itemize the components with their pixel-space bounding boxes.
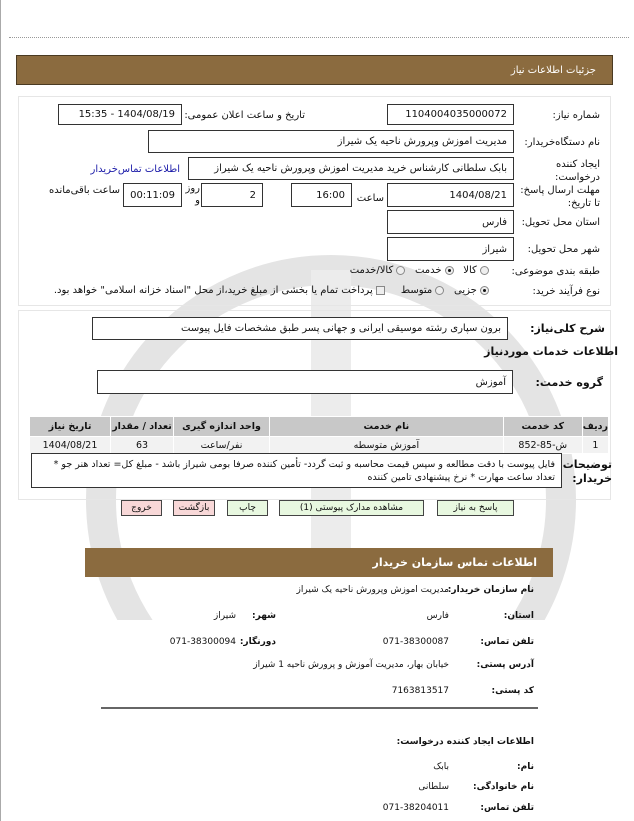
org-value: مدیریت اموزش وپرورش ناحیه یک شیراز bbox=[296, 585, 449, 595]
process-label: نوع فرآیند خرید: bbox=[532, 286, 600, 297]
summary-field: برون سپاری رشته موسیقی ایرانی و جهانی پسر طبق مشخصات فایل پیوست bbox=[92, 317, 508, 340]
creator-family-value: سلطانی bbox=[418, 782, 449, 792]
address-value: خیابان بهار، مدیریت آموزش و پرورش ناحیه 1 شیراز bbox=[253, 660, 449, 670]
city-field: شیراز bbox=[387, 237, 514, 261]
need-number-field: 1104004035000072 bbox=[387, 104, 514, 125]
cell-date: 1404/08/21 bbox=[30, 437, 111, 454]
col-unit: واحد اندازه گیری bbox=[174, 417, 270, 437]
contact-province-value: فارس bbox=[426, 611, 449, 621]
back-button[interactable]: بازگشت bbox=[173, 500, 215, 516]
creator-name-label: نام: bbox=[517, 762, 534, 772]
notes-field: فایل پیوست با دقت مطالعه و سپس قیمت محاسبه و ثبت گردد- تأمین کننده صرفا بومی شیراز باشد - مبلغ کل= تعداد هنر جو * تعداد ساعت مهارت * نرخ پیشنهادی تامین کننده bbox=[31, 453, 562, 488]
category-goods-label: کالا bbox=[463, 265, 477, 276]
fax-label: دورنگار: bbox=[239, 637, 276, 647]
deadline-label: مهلت ارسال پاسخ: تا تاریخ: bbox=[520, 185, 600, 209]
remaining-label: ساعت باقی‌مانده bbox=[48, 185, 120, 196]
contact-province-label: استان: bbox=[503, 611, 534, 621]
print-button[interactable]: چاپ bbox=[227, 500, 268, 516]
buyer-label: نام دستگاه‌خریدار: bbox=[524, 137, 600, 148]
service-group-field: آموزش bbox=[97, 370, 513, 394]
col-name: نام خدمت bbox=[270, 417, 504, 437]
col-date: تاریخ نیاز bbox=[30, 417, 111, 437]
days-field: 2 bbox=[201, 183, 263, 207]
buyer-field: مدیریت اموزش وپرورش ناحیه یک شیراز bbox=[148, 130, 514, 153]
announce-field: 1404/08/19 - 15:35 bbox=[58, 104, 182, 125]
cell-code: ش-85-852 bbox=[503, 437, 582, 454]
creator-name-value: بابک bbox=[433, 762, 449, 772]
creator-field: بابک سلطانی کارشناس خرید مدیریت اموزش وپرورش ناحیه یک شیراز bbox=[188, 157, 514, 180]
top-divider bbox=[9, 37, 629, 38]
buyer-contact-link[interactable]: اطلاعات تماس‌خریدار bbox=[90, 164, 180, 175]
province-label: استان محل تحویل: bbox=[521, 217, 600, 228]
province-field: فارس bbox=[387, 210, 514, 234]
exit-button[interactable]: خروج bbox=[121, 500, 162, 516]
contact-phone-label: تلفن تماس: bbox=[480, 637, 534, 647]
notes-label: توضیحات خریدار: bbox=[562, 458, 612, 485]
category-both-radio[interactable] bbox=[396, 266, 405, 275]
col-qty: تعداد / مقدار bbox=[111, 417, 174, 437]
contact-city-value: شیراز bbox=[213, 611, 236, 621]
time-label: ساعت bbox=[356, 193, 384, 204]
creator-title: اطلاعات ایجاد کننده درخواست: bbox=[396, 737, 534, 747]
cell-unit: نفر/ساعت bbox=[174, 437, 270, 454]
summary-label: شرح کلی‌نیاز: bbox=[530, 322, 605, 335]
creator-phone-value: 071-38204011 bbox=[382, 803, 449, 813]
deadline-time-field: 16:00 bbox=[291, 183, 352, 207]
need-number-label: شماره نیاز: bbox=[552, 110, 600, 121]
postal-label: کد پستی: bbox=[491, 686, 534, 696]
cell-name: آموزش متوسطه bbox=[270, 437, 504, 454]
services-title: اطلاعات خدمات موردنیاز bbox=[484, 345, 618, 358]
remaining-field: 00:11:09 bbox=[123, 183, 182, 207]
fax-value: 071-38300094 bbox=[169, 637, 236, 647]
section-divider bbox=[101, 707, 538, 709]
col-row: ردیف bbox=[582, 417, 608, 437]
process-medium-radio[interactable] bbox=[435, 286, 444, 295]
cell-row: 1 bbox=[582, 437, 608, 454]
days-label: روز و bbox=[185, 183, 200, 206]
col-code: کد خدمت bbox=[503, 417, 582, 437]
service-group-label: گروه خدمت: bbox=[535, 376, 603, 389]
process-minor-radio[interactable] bbox=[480, 286, 489, 295]
page-title: جزئیات اطلاعات نیاز bbox=[510, 64, 596, 76]
org-label: نام سازمان خریدار: bbox=[447, 585, 534, 595]
postal-value: 7163813517 bbox=[391, 686, 449, 696]
category-label: طبقه بندی موضوعی: bbox=[511, 266, 600, 277]
process-minor-label: جزیی bbox=[453, 285, 477, 296]
creator-family-label: نام خانوادگی: bbox=[472, 782, 534, 792]
address-label: آدرس پستی: bbox=[476, 660, 534, 670]
city-label: شهر محل تحویل: bbox=[527, 244, 600, 255]
payment-note: پرداخت تمام یا بخشی از مبلغ خرید،از محل "اسناد خزانه اسلامی" خواهد بود. bbox=[53, 285, 373, 296]
contact-city-label: شهر: bbox=[252, 611, 276, 621]
process-medium-label: متوسط bbox=[400, 285, 433, 296]
creator-label: ایجاد کننده درخواست: bbox=[555, 159, 600, 183]
attachments-button[interactable]: مشاهده مدارک پیوستی (1) bbox=[279, 500, 424, 516]
category-goods-radio[interactable] bbox=[480, 266, 489, 275]
cell-qty: 63 bbox=[111, 437, 174, 454]
category-service-radio[interactable] bbox=[445, 266, 454, 275]
deadline-date-field: 1404/08/21 bbox=[387, 183, 514, 207]
category-service-label: خدمت bbox=[414, 265, 442, 276]
treasury-checkbox[interactable] bbox=[376, 286, 385, 295]
announce-label: تاریخ و ساعت اعلان عمومی: bbox=[184, 110, 305, 121]
category-both-label: کالا/خدمت bbox=[349, 265, 394, 276]
creator-phone-label: تلفن تماس: bbox=[480, 803, 534, 813]
respond-button[interactable]: پاسخ به نیاز bbox=[437, 500, 514, 516]
page-header bbox=[16, 55, 613, 85]
contact-title: اطلاعات تماس سازمان خریدار bbox=[372, 556, 537, 569]
contact-phone-value: 071-38300087 bbox=[382, 637, 449, 647]
contact-header bbox=[85, 548, 553, 577]
table-row bbox=[30, 437, 609, 454]
services-table bbox=[29, 416, 609, 454]
